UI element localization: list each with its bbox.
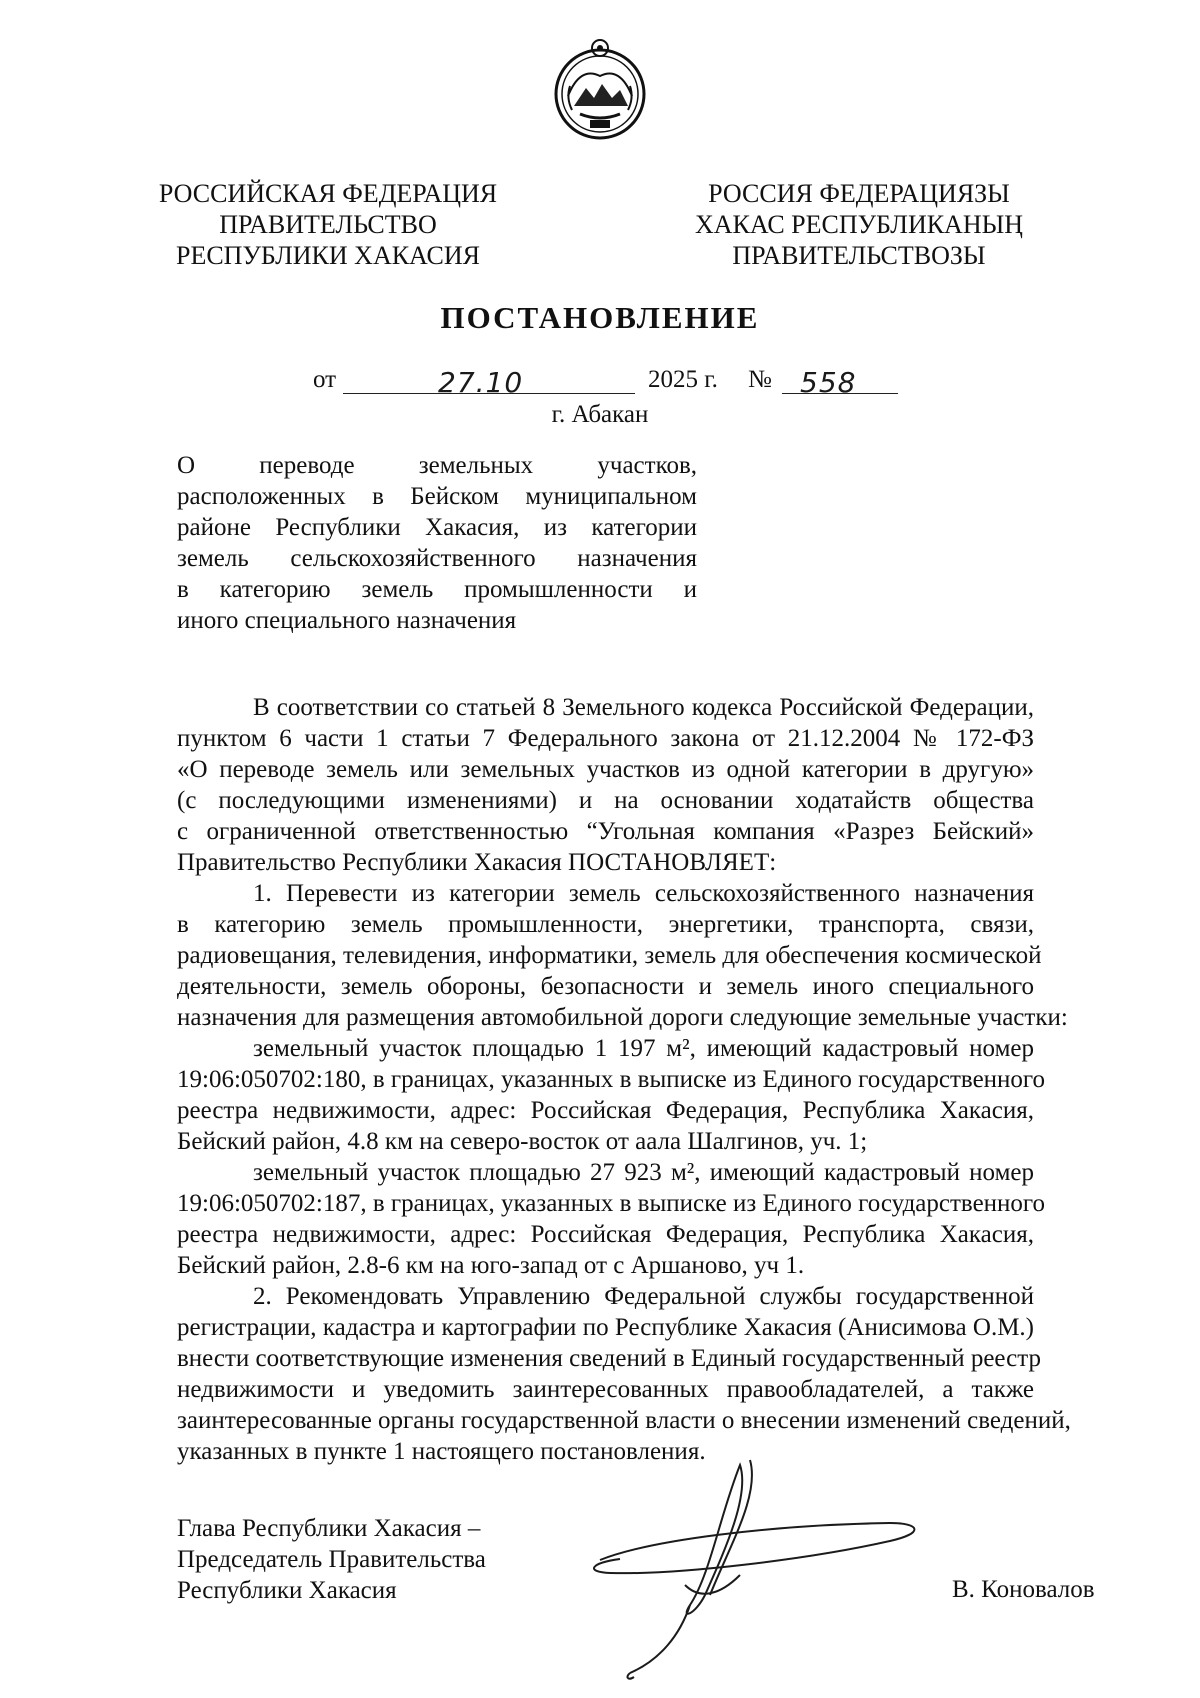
body-line: деятельности, земель обороны, безопасности и земель иного специального bbox=[177, 973, 1034, 1000]
body-line: реестра недвижимости, адрес: Российская Федерация, Республика Хакасия, bbox=[177, 1221, 1034, 1248]
signature-icon bbox=[590, 1455, 950, 1685]
subject-line: в категорию земель промышленности и bbox=[177, 576, 697, 603]
body-line: радиовещания, телевидения, информатики, земель для обеспечения космической bbox=[177, 942, 1042, 969]
header-left bbox=[158, 178, 498, 271]
body-line: земельный участок площадью 27 923 м², имеющий кадастровый номер bbox=[253, 1159, 1034, 1186]
header-right-line: ПРАВИТЕЛЬСТВОЗЫ bbox=[732, 241, 986, 270]
header-left-line: РОССИЙСКАЯ ФЕДЕРАЦИЯ bbox=[158, 179, 498, 208]
city-line: г. Абакан bbox=[551, 401, 649, 428]
body-line: с ограниченной ответственностью “Угольная компания «Разрез Бейский» bbox=[177, 818, 1034, 845]
subject-line: земель сельскохозяйственного назначения bbox=[177, 545, 697, 572]
subject-line: иного специального назначения bbox=[177, 607, 517, 634]
header-right-line: ХАКАС РЕСПУБЛИКАНЫҢ bbox=[694, 210, 1024, 239]
signatory-title bbox=[177, 1513, 486, 1606]
signatory-name: В. Коновалов bbox=[952, 1576, 1095, 1603]
date-line bbox=[0, 362, 1200, 402]
subject-line: районе Республики Хакасия, из категории bbox=[177, 514, 697, 541]
subject-line: О переводе земельных участков, bbox=[177, 452, 697, 479]
body-line: заинтересованные органы государственной власти о внесении изменений сведений, bbox=[177, 1407, 1071, 1434]
body-line: земельный участок площадью 1 197 м², имеющий кадастровый номер bbox=[253, 1035, 1034, 1062]
body-line: недвижимости и уведомить заинтересованных правообладателей, а также bbox=[177, 1376, 1034, 1403]
signatory-title-line: Председатель Правительства bbox=[177, 1546, 486, 1573]
header-left-line: ПРАВИТЕЛЬСТВО bbox=[219, 210, 437, 239]
body-line: 2. Рекомендовать Управлению Федеральной службы государственной bbox=[253, 1283, 1034, 1310]
body-line: «О переводе земель или земельных участков из одной категории в другую» bbox=[177, 756, 1034, 783]
body-line: внести соответствующие изменения сведений в Единый государственный реестр bbox=[177, 1345, 1041, 1372]
body-line: (с последующими изменениями) и на основании ходатайств общества bbox=[177, 787, 1034, 814]
body-line: регистрации, кадастра и картографии по Республике Хакасия (Анисимова О.М.) bbox=[177, 1314, 1034, 1341]
number-sign: № bbox=[748, 366, 772, 393]
header-right bbox=[694, 178, 1024, 271]
body-line: Правительство Республики Хакасия ПОСТАНОВЛЯЕТ: bbox=[177, 849, 777, 876]
body-line: 19:06:050702:187, в границах, указанных в выписке из Единого государственного bbox=[177, 1190, 1046, 1217]
emblem-icon bbox=[550, 36, 650, 144]
body-line: назначения для размещения автомобильной дороги следующие земельные участки: bbox=[177, 1004, 1068, 1031]
date-prefix: от bbox=[313, 366, 337, 393]
body-line: В соответствии со статьей 8 Земельного кодекса Российской Федерации, bbox=[253, 694, 1034, 721]
body-line: указанных в пункте 1 настоящего постановления. bbox=[177, 1438, 706, 1465]
body-line: в категорию земель промышленности, энергетики, транспорта, связи, bbox=[177, 911, 1034, 938]
body-line: реестра недвижимости, адрес: Российская Федерация, Республика Хакасия, bbox=[177, 1097, 1034, 1124]
body-line: пунктом 6 части 1 статьи 7 Федерального закона от 21.12.2004 № 172-ФЗ bbox=[177, 725, 1034, 752]
subject-line: расположенных в Бейском муниципальном bbox=[177, 483, 697, 510]
handwritten-number: 558 bbox=[800, 366, 857, 399]
body-line: Бейский район, 4.8 км на северо-восток от аала Шалгинов, уч. 1; bbox=[177, 1128, 868, 1155]
body-line: 1. Перевести из категории земель сельскохозяйственного назначения bbox=[253, 880, 1034, 907]
header-right-line: РОССИЯ ФЕДЕРАЦИЯЗЫ bbox=[708, 179, 1010, 208]
header-left-line: РЕСПУБЛИКИ ХАКАСИЯ bbox=[175, 241, 480, 270]
body-line: 19:06:050702:180, в границах, указанных в выписке из Единого государственного bbox=[177, 1066, 1046, 1093]
document-title: ПОСТАНОВЛЕНИЕ bbox=[440, 300, 760, 335]
date-year: 2025 г. bbox=[648, 366, 718, 393]
signatory-title-line: Республики Хакасия bbox=[177, 1577, 397, 1604]
signatory-title-line: Глава Республики Хакасия – bbox=[177, 1515, 481, 1542]
document-body bbox=[177, 692, 1071, 1467]
body-line: Бейский район, 2.8-6 км на юго-запад от с Аршаново, уч 1. bbox=[177, 1252, 805, 1279]
handwritten-date: 27.10 bbox=[438, 366, 524, 399]
subject-block bbox=[177, 450, 697, 636]
